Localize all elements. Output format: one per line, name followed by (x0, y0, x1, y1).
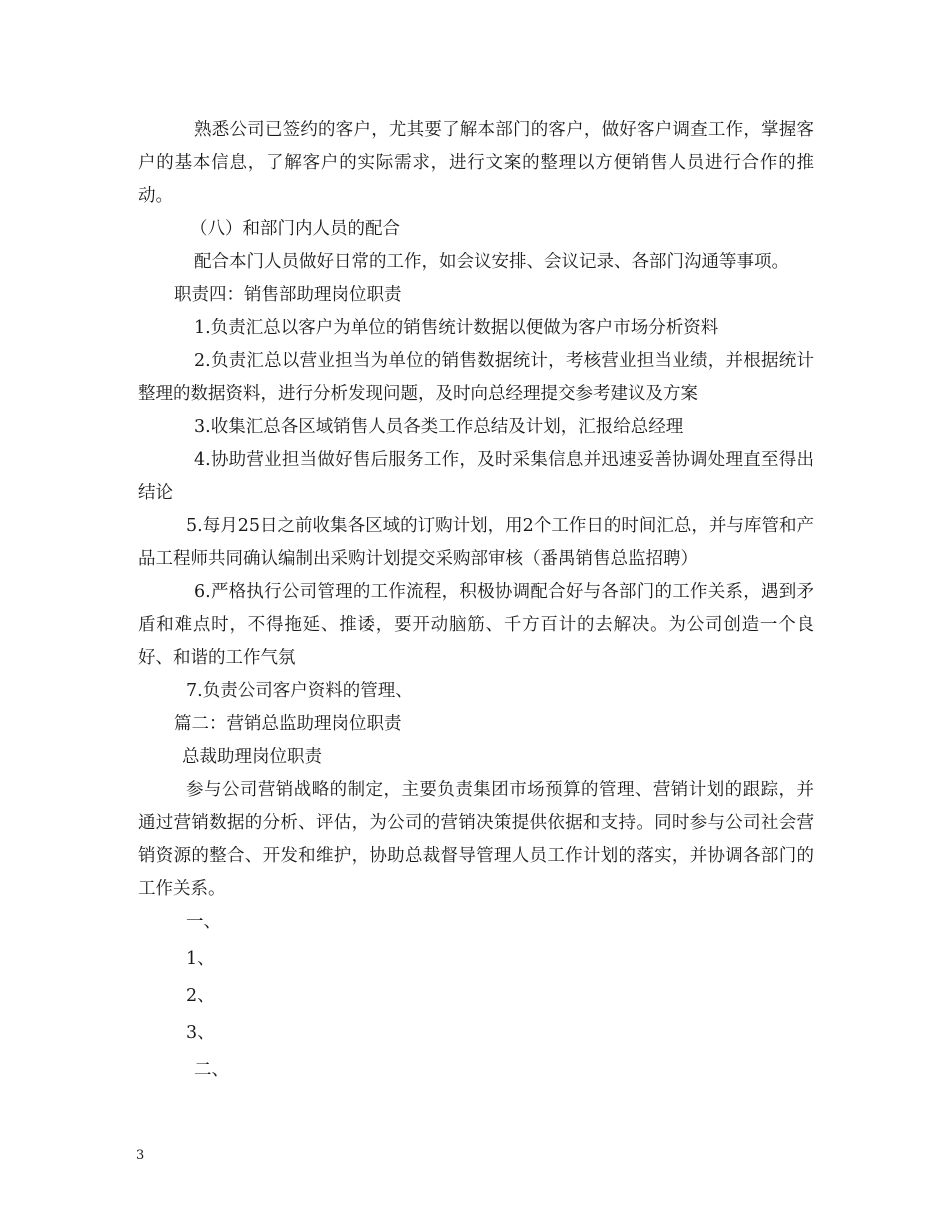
list-item: 一、 (186, 912, 221, 932)
section-heading: （八）和部门内人员的配合 (190, 219, 400, 239)
document-body (138, 114, 814, 1091)
list-item: 2、 (186, 986, 215, 1006)
paragraph: 配合本门人员做好日常的工作，如会议安排、会议记录、各部门沟通等事项。 (194, 252, 789, 272)
list-item: 3、 (186, 1023, 215, 1043)
list-item: 3.收集汇总各区域销售人员各类工作总结及计划，汇报给总经理 (194, 417, 684, 437)
list-item: 6.严格执行公司管理的工作流程，积极协调配合好与各部门的工作关系，遇到矛盾和难点时，不得拖延、推诿，要开动脑筋、千方百计的去解决。为公司创造一个良好、和谐的工作气氛 (138, 582, 814, 668)
list-item: 4.协助营业担当做好售后服务工作，及时采集信息并迅速妥善协调处理直至得出结论 (138, 450, 814, 503)
page-number: 3 (136, 1148, 145, 1163)
list-item: 1.负责汇总以客户为单位的销售统计数据以便做为客户市场分析资料 (194, 318, 719, 338)
paragraph: 熟悉公司已签约的客户，尤其要了解本部门的客户，做好客户调查工作，掌握客户的基本信息，了解客户的实际需求，进行文案的整理以方便销售人员进行合作的推动。 (138, 120, 814, 206)
list-item: 2.负责汇总以营业担当为单位的销售数据统计，考核营业担当业绩，并根据统计整理的数据资料，进行分析发现问题，及时向总经理提交参考建议及方案 (138, 351, 814, 404)
section-heading: 篇二：营销总监助理岗位职责 (174, 714, 402, 734)
list-item: 5.每月25日之前收集各区域的订购计划，用2个工作日的时间汇总，并与库管和产品工程师共同确认编制出采购计划提交采购部审核（番禺销售总监招聘） (138, 516, 814, 569)
list-item: 7.负责公司客户资料的管理、 (186, 681, 413, 701)
list-item: 二、 (194, 1060, 229, 1080)
section-heading: 总裁助理岗位职责 (182, 747, 322, 767)
list-item: 1、 (186, 949, 215, 969)
paragraph: 参与公司营销战略的制定，主要负责集团市场预算的管理、营销计划的跟踪，并通过营销数据的分析、评估，为公司的营销决策提供依据和支持。同时参与公司社会营销资源的整合、开发和维护，协助总裁督导管理人员工作计划的落实，并协调各部门的工作关系。 (138, 780, 814, 899)
section-heading: 职责四：销售部助理岗位职责 (174, 285, 402, 305)
